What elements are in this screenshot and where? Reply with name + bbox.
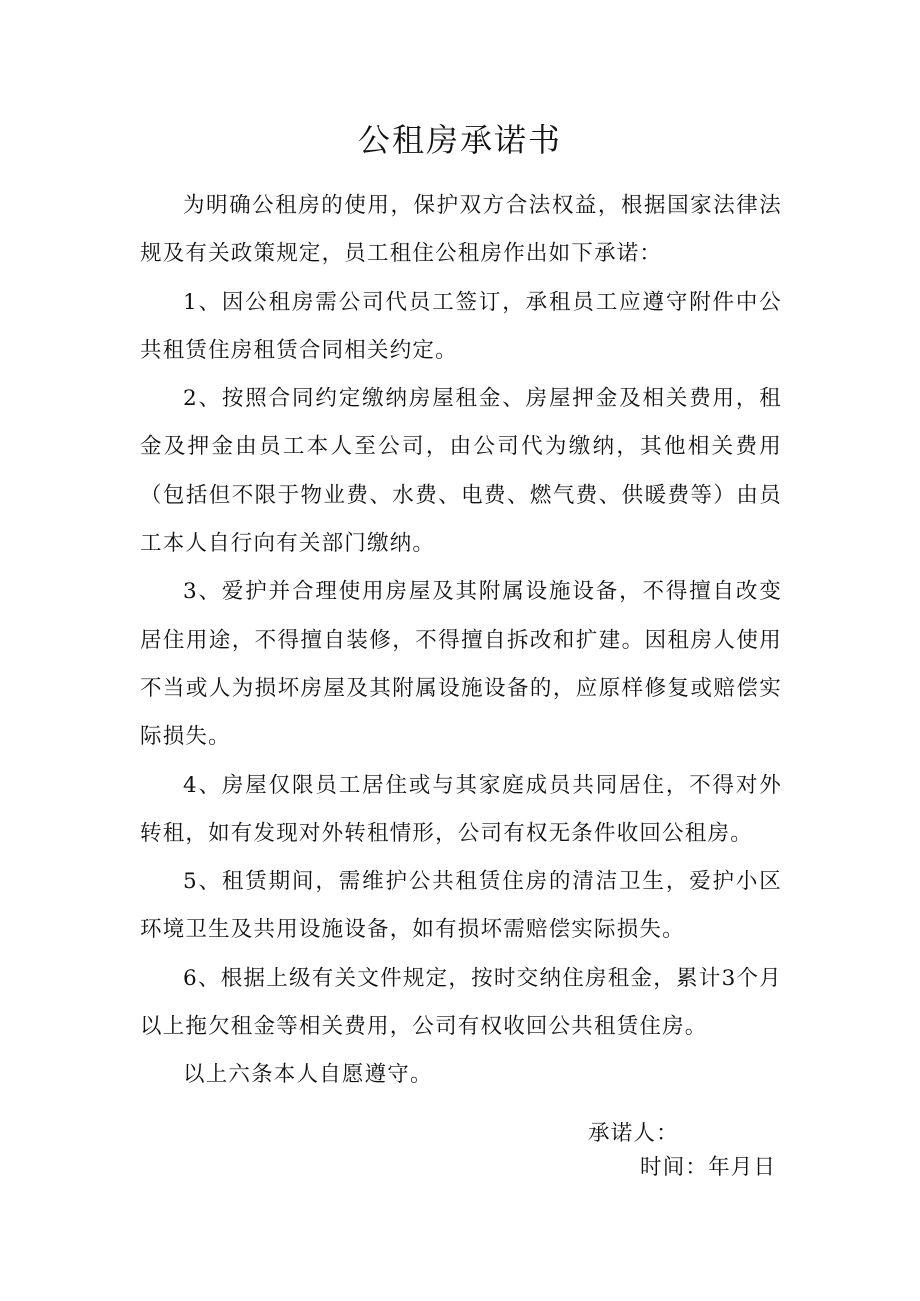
document-body	[140, 182, 782, 1100]
clause-4: 4、房屋仅限员工居住或与其家庭成员共同居住，不得对外转租，如有发现对外转租情形，公司有权无条件收回公租房。	[140, 772, 782, 846]
closing-paragraph: 以上六条本人自愿遵守。	[183, 1062, 433, 1088]
intro-paragraph: 为明确公租房的使用，保护双方合法权益，根据国家法律法规及有关政策规定，员工租住公租房作出如下承诺：	[140, 193, 782, 267]
clause-1: 1、因公租房需公司代员工签订，承租员工应遵守附件中公共租赁住房租赁合同相关约定。	[140, 289, 782, 363]
clause-6: 6、根据上级有关文件规定，按时交纳住房租金，累计3个月以上拖欠租金等相关费用，公司有权收回公共租赁住房。	[140, 965, 782, 1040]
clause-3: 3、爱护并合理使用房屋及其附属设施设备，不得擅自改变居住用途，不得擅自装修，不得擅自拆改和扩建。因租房人使用不当或人为损坏房屋及其附属设施设备的，应原样修复或赔偿实际损失。	[140, 579, 782, 750]
date-label: 时间：年月日	[640, 1155, 777, 1180]
document-title: 公租房承诺书	[357, 121, 562, 159]
clause-2: 2、按照合同约定缴纳房屋租金、房屋押金及相关费用，租金及押金由员工本人至公司，由公司代为缴纳，其他相关费用（包括但不限于物业费、水费、电费、燃气费、供暖费等）由员工本人自行向有关部门缴纳。	[140, 386, 782, 557]
clause-5: 5、租赁期间，需维护公共租赁住房的清洁卫生，爱护小区环境卫生及共用设施设备，如有损坏需赔偿实际损失。	[140, 869, 782, 943]
signer-label: 承诺人：	[588, 1121, 679, 1146]
